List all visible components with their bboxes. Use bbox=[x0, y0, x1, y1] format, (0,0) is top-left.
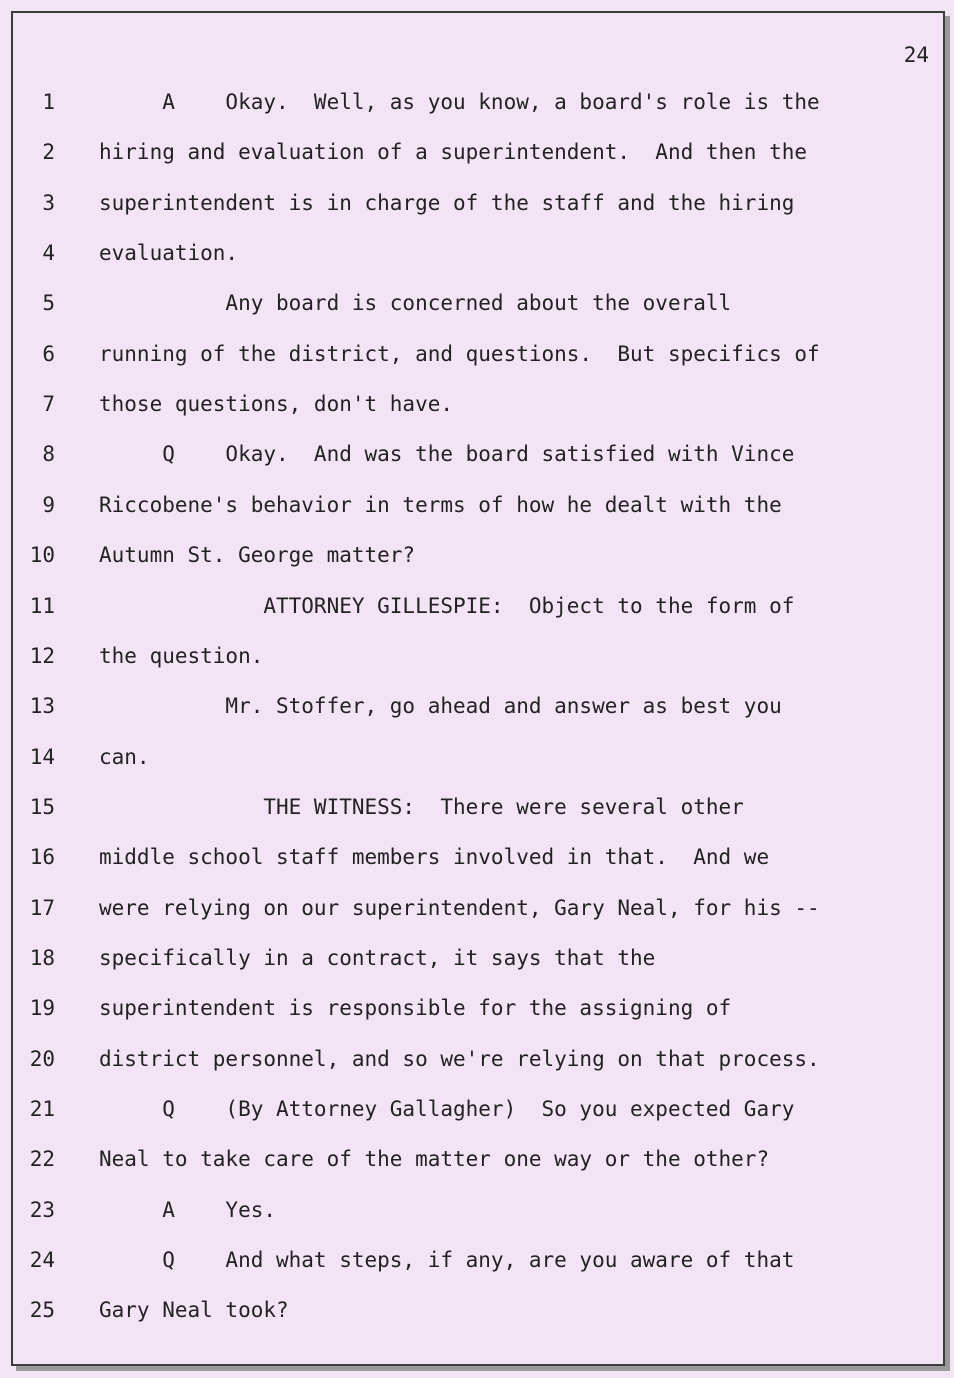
line-text: those questions, don't have. bbox=[99, 392, 454, 417]
line-text: middle school staff members involved in that. And we bbox=[99, 845, 770, 870]
line-text: A Yes. bbox=[99, 1197, 277, 1222]
line-text: superintendent is in charge of the staff and the hiring bbox=[99, 190, 795, 215]
line-number: 22 bbox=[29, 1147, 55, 1172]
line-number: 13 bbox=[29, 694, 55, 719]
line-number: 10 bbox=[29, 543, 55, 568]
line-text: Gary Neal took? bbox=[99, 1298, 289, 1323]
transcript-line bbox=[13, 238, 943, 268]
line-number: 18 bbox=[29, 945, 55, 970]
line-number: 25 bbox=[29, 1298, 55, 1323]
line-text: ATTORNEY GILLESPIE: Object to the form of bbox=[99, 593, 795, 618]
line-text: superintendent is responsible for the assigning of bbox=[99, 996, 732, 1021]
line-text: hiring and evaluation of a superintendent. And then the bbox=[99, 140, 808, 165]
line-text: A Okay. Well, as you know, a board's role is the bbox=[99, 90, 820, 114]
line-number: 3 bbox=[42, 190, 55, 215]
transcript-line bbox=[13, 1144, 943, 1174]
transcript-line bbox=[13, 188, 943, 218]
line-text: Q (By Attorney Gallagher) So you expected Gary bbox=[99, 1097, 795, 1121]
transcript-line bbox=[13, 792, 943, 822]
line-text: Neal to take care of the matter one way or the other? bbox=[99, 1147, 770, 1172]
line-text: specifically in a contract, it says that the bbox=[99, 945, 656, 970]
transcript-line bbox=[13, 691, 943, 721]
line-text: Q And what steps, if any, are you aware of that bbox=[99, 1248, 795, 1273]
transcript-line bbox=[13, 137, 943, 167]
line-text: running of the district, and questions. But specifics of bbox=[99, 341, 820, 366]
transcript-line bbox=[13, 943, 943, 973]
line-number: 8 bbox=[42, 442, 55, 467]
line-text: Q Okay. And was the board satisfied with Vince bbox=[99, 442, 795, 467]
transcript-line bbox=[13, 1245, 943, 1275]
line-number: 11 bbox=[29, 593, 55, 618]
line-text: district personnel, and so we're relying on that process. bbox=[99, 1046, 820, 1071]
transcript-line bbox=[13, 1094, 943, 1124]
line-number: 21 bbox=[29, 1097, 55, 1121]
transcript-line bbox=[13, 641, 943, 671]
transcript-line bbox=[13, 87, 943, 117]
transcript-line bbox=[13, 540, 943, 570]
line-number: 17 bbox=[29, 895, 55, 920]
line-text: Mr. Stoffer, go ahead and answer as best you bbox=[99, 694, 782, 719]
line-number: 5 bbox=[42, 291, 55, 316]
line-number: 1 bbox=[42, 90, 55, 114]
transcript-line bbox=[13, 1044, 943, 1074]
transcript-line bbox=[13, 439, 943, 469]
line-number: 6 bbox=[42, 341, 55, 366]
line-text: can. bbox=[99, 744, 150, 769]
line-number: 24 bbox=[29, 1248, 55, 1273]
transcript-line bbox=[13, 389, 943, 419]
line-text: Autumn St. George matter? bbox=[99, 543, 416, 568]
line-number: 14 bbox=[29, 744, 55, 769]
transcript-page bbox=[11, 11, 945, 1366]
transcript-line bbox=[13, 1295, 943, 1325]
line-text: were relying on our superintendent, Gary Neal, for his -- bbox=[99, 895, 820, 920]
transcript-line bbox=[13, 591, 943, 621]
line-number: 12 bbox=[29, 643, 55, 668]
line-text: evaluation. bbox=[99, 241, 239, 266]
line-number: 20 bbox=[29, 1046, 55, 1071]
line-number: 16 bbox=[29, 845, 55, 870]
transcript-line bbox=[13, 339, 943, 369]
transcript-line bbox=[13, 842, 943, 872]
page-number: 24 bbox=[903, 43, 929, 67]
line-number: 23 bbox=[29, 1197, 55, 1222]
line-number: 7 bbox=[42, 392, 55, 417]
line-text: the question. bbox=[99, 643, 264, 668]
transcript-line bbox=[13, 993, 943, 1023]
transcript-line bbox=[13, 490, 943, 520]
line-number: 4 bbox=[42, 241, 55, 266]
transcript-line bbox=[13, 742, 943, 772]
transcript-line bbox=[13, 288, 943, 318]
line-text: Riccobene's behavior in terms of how he dealt with the bbox=[99, 492, 782, 517]
line-number: 9 bbox=[42, 492, 55, 517]
line-number: 2 bbox=[42, 140, 55, 165]
line-text: THE WITNESS: There were several other bbox=[99, 794, 744, 819]
transcript-line bbox=[13, 893, 943, 923]
line-text: Any board is concerned about the overall bbox=[99, 291, 732, 316]
line-number: 19 bbox=[29, 996, 55, 1021]
transcript-line bbox=[13, 1195, 943, 1225]
line-number: 15 bbox=[29, 794, 55, 819]
